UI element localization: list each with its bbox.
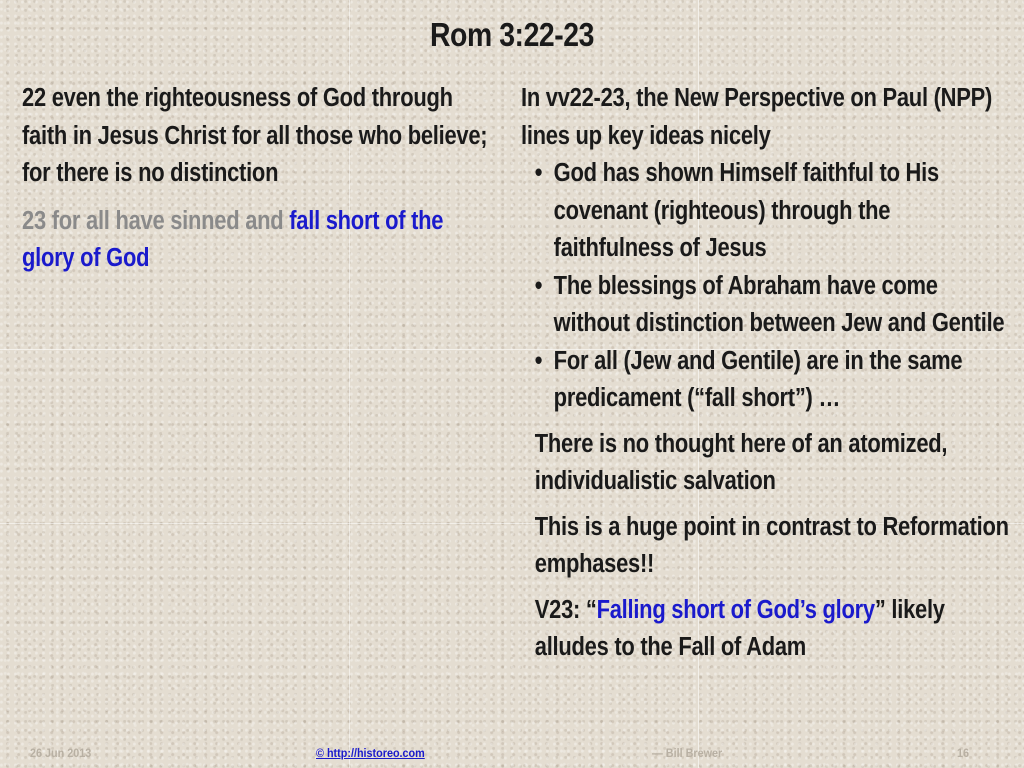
verse-23-gray-text: 23 for all have sinned and [22,206,290,235]
fall-of-adam-paragraph [521,592,1011,667]
verse-23-text [22,203,491,278]
footer-link[interactable]: © http://historeo.com [316,746,425,760]
v23-blue-text: Falling short of God’s glory [596,595,875,624]
salvation-paragraph: There is no thought here of an atomized, individualistic salvation [534,429,948,495]
verse-23-blue-text: fall short of the glory of God [22,206,444,272]
reformation-paragraph: This is a huge point in contrast to Reformation emphases!! [534,512,1009,578]
bullet-item: • The blessings of Abraham have come without distinction between Jew and Gentile [535,268,1011,343]
page-number: 16 [957,746,970,760]
slide-title: Rom 3:22-23 [429,16,595,53]
left-column [22,80,491,278]
right-column [521,80,1011,667]
v23-suffix: ” likely alludes to the Fall of Adam [534,595,945,661]
npp-bullet-list [521,155,1011,418]
v23-prefix: V23: “ [534,595,597,624]
verse-22-text: 22 even the righteousness of God through faith in Jesus Christ for all those who believe; for there is no distinction [22,84,488,187]
npp-intro-text: In vv22-23, the New Perspective on Paul (NPP) lines up key ideas nicely [521,84,993,150]
bullet-item: • For all (Jew and Gentile) are in the same predicament (“fall short”) … [535,343,1011,418]
footer-author: — Bill Brewer [652,746,723,760]
footer-date: 26 Jun 2013 [30,746,92,760]
bullet-item: • God has shown Himself faithful to His covenant (righteous) through the faithfulness of Jesus [535,155,1011,268]
